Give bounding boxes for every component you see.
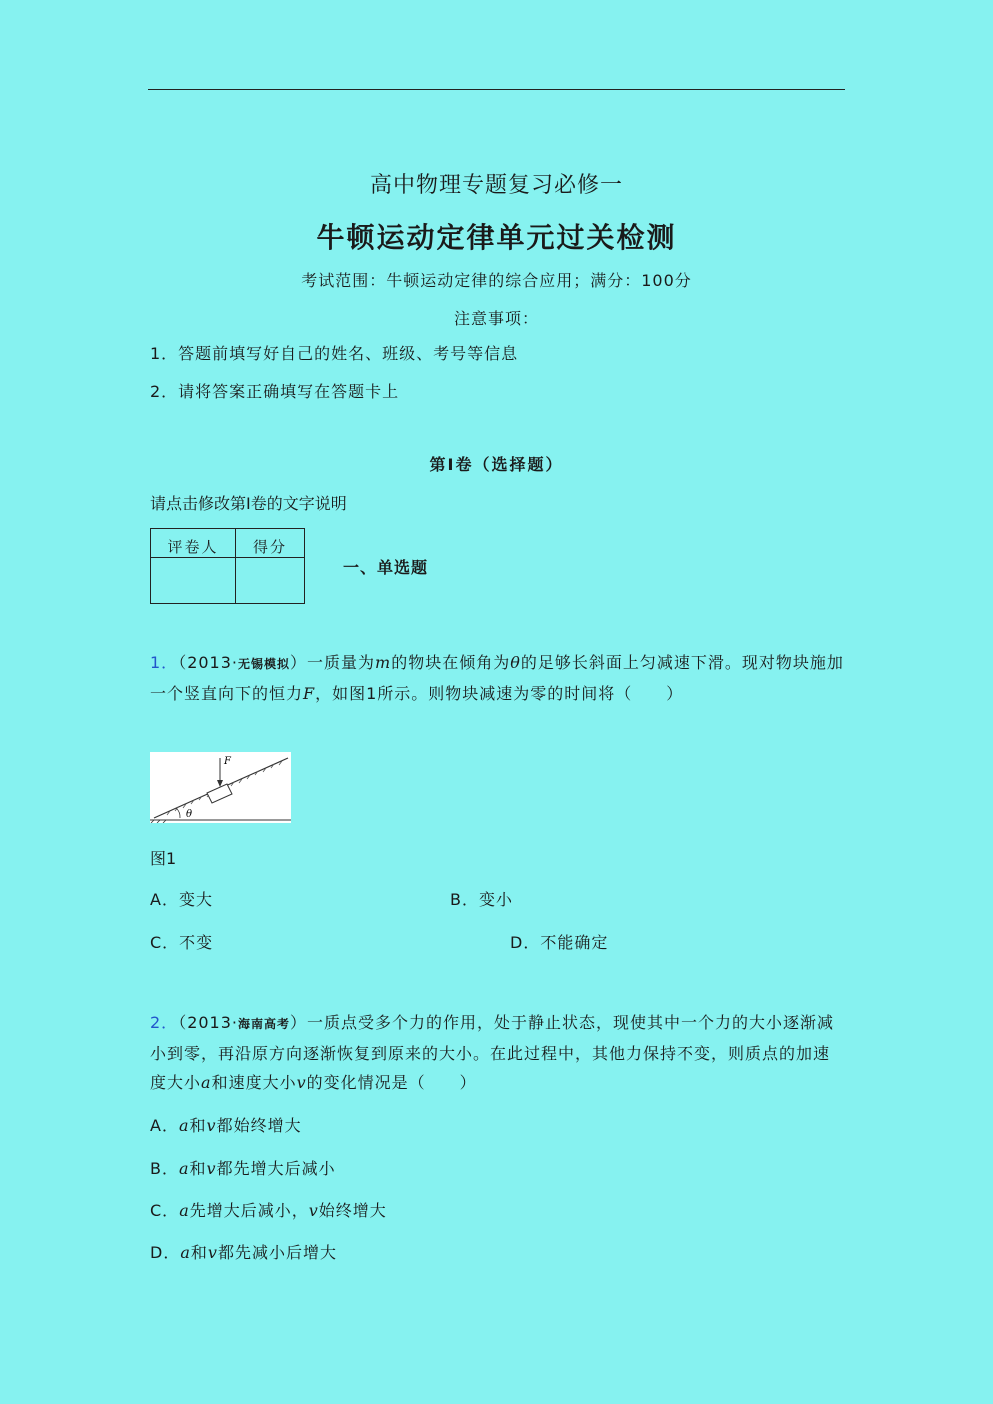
q2-option-a[interactable]: A．a和v都始终增大 xyxy=(150,1116,302,1135)
question-number: 1． xyxy=(150,653,179,672)
angle-label: θ xyxy=(186,809,193,820)
q2-option-b[interactable]: B．a和v都先增大后减小 xyxy=(150,1159,336,1178)
question-number: 2． xyxy=(150,1013,179,1032)
notice-label: 注意事项： xyxy=(453,309,539,328)
incline-figure xyxy=(150,752,291,823)
question-2: 2．（2013·海南高考）一质点受多个力的作用，处于静止状态，现使其中一个力的大小逐渐减小到零，再沿原方向逐渐恢复到原来的大小。在此过程中，其他力保持不变，则质点的加速度大小a和速度大小v的变化情况是（ ） xyxy=(150,1013,835,1092)
q1-option-a[interactable]: A．变大 xyxy=(150,890,213,909)
grader-table xyxy=(150,528,305,604)
force-label: F xyxy=(224,756,231,767)
doc-subtitle: 高中物理专题复习必修一 xyxy=(369,173,623,198)
header-rule xyxy=(148,89,845,90)
score-cell[interactable] xyxy=(236,558,305,604)
q1-option-c[interactable]: C．不变 xyxy=(150,933,214,952)
grader-cell[interactable] xyxy=(151,558,236,604)
question-1: 1．（2013·无锡模拟）一质量为m的物块在倾角为θ的足够长斜面上匀减速下滑。现对物块施加一个竖直向下的恒力F，如图1所示。则物块减速为零的时间将（ ） xyxy=(150,653,844,703)
exam-scope: 考试范围：牛顿运动定律的综合应用；满分：100分 xyxy=(301,271,692,290)
q2-option-d[interactable]: D．a和v都先减小后增大 xyxy=(150,1243,337,1262)
q1-option-d[interactable]: D．不能确定 xyxy=(510,933,609,952)
note-item: 2．请将答案正确填写在答题卡上 xyxy=(150,382,400,401)
score-header: 得分 xyxy=(236,529,305,558)
q2-option-c[interactable]: C．a先增大后减小，v始终增大 xyxy=(150,1201,387,1220)
question-source: （2013·海南高考） xyxy=(178,1013,308,1032)
section-title: 第I卷（选择题） xyxy=(429,455,564,474)
section-description: 请点击修改第I卷的文字说明 xyxy=(150,494,347,513)
figure-caption: 图1 xyxy=(150,849,177,868)
part-title: 一、单选题 xyxy=(343,558,429,577)
block xyxy=(207,784,232,803)
note-item: 1．答题前填写好自己的姓名、班级、考号等信息 xyxy=(150,344,519,363)
q1-option-b[interactable]: B．变小 xyxy=(450,890,513,909)
incline-diagram xyxy=(150,752,291,823)
doc-title: 牛顿运动定律单元过关检测 xyxy=(316,221,677,254)
question-source: （2013·无锡模拟） xyxy=(178,653,308,672)
grader-header: 评卷人 xyxy=(151,529,236,558)
